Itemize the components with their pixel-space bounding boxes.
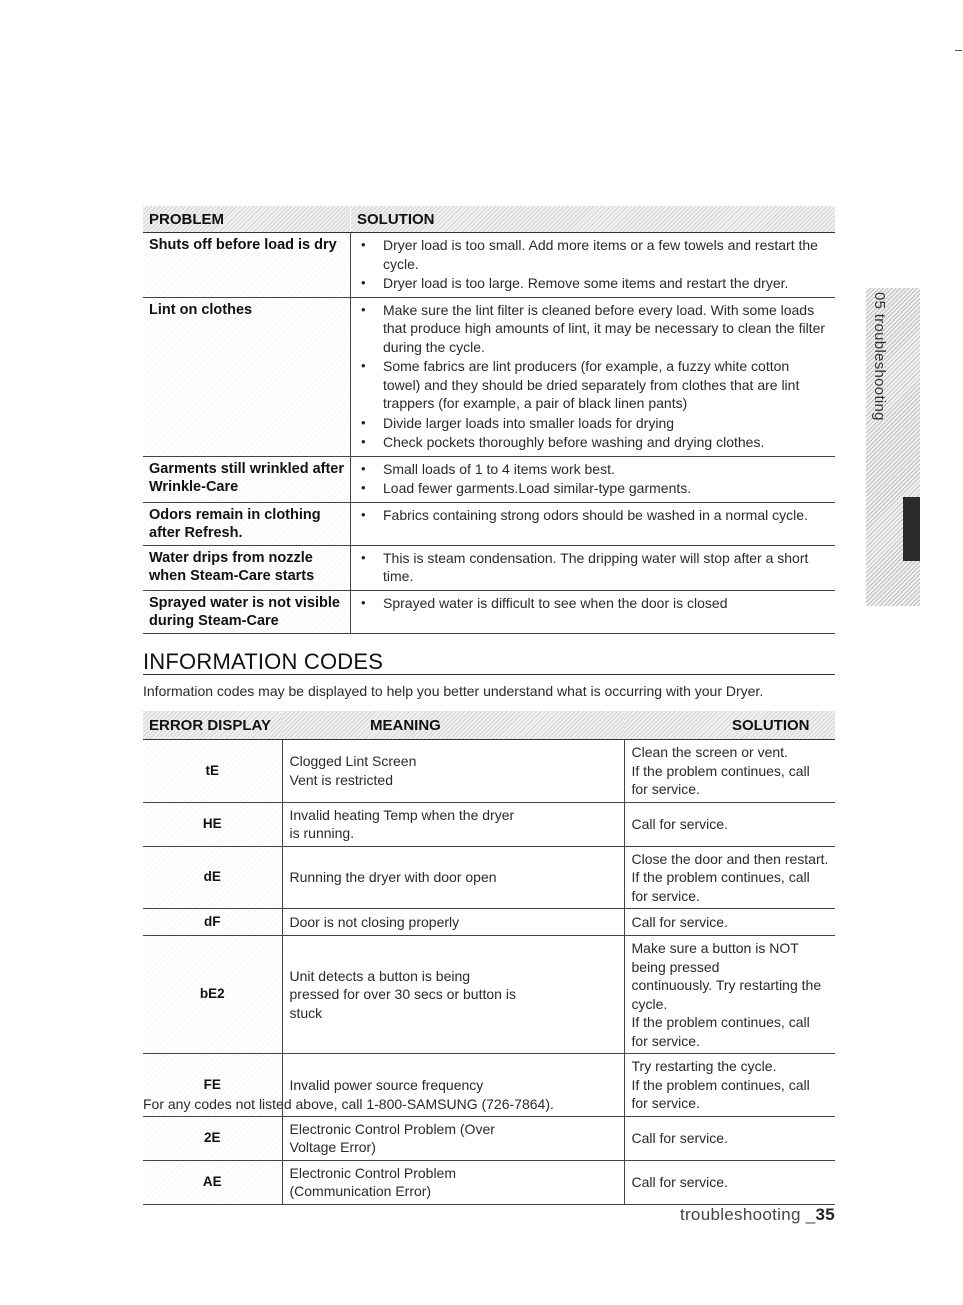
code-solution-text: Call for service. (631, 913, 728, 930)
meaning-text: Clogged Lint Screen (289, 753, 417, 770)
problem-text: when Steam-Care starts (149, 567, 315, 584)
solution-list (359, 506, 829, 525)
code-row (143, 936, 835, 1054)
meaning-header: MEANING (282, 711, 624, 740)
error-code: FE (143, 1054, 282, 1117)
error-code: 2E (143, 1116, 282, 1160)
solution-list (359, 594, 829, 613)
error-code: HE (143, 802, 282, 846)
code-solution-text: Call for service. (631, 815, 728, 832)
problem-text: Wrinkle-Care (149, 478, 239, 495)
troubleshooting-row (143, 297, 835, 456)
chapter-tab-label: 05 troubleshooting (871, 292, 888, 421)
solution-item: • Small loads of 1 to 4 items work best. (383, 460, 829, 479)
solution-item: • Fabrics containing strong odors should be washed in a normal cycle. (383, 506, 829, 525)
error-code: dF (143, 909, 282, 936)
solution-item: • Dryer load is too small. Add more items or a few towels and restart the cycle. (383, 236, 829, 273)
meaning-text: Electronic Control Problem (289, 1164, 457, 1181)
solution-item: • Divide larger loads into smaller loads for drying (383, 414, 829, 433)
troubleshooting-row (143, 502, 835, 545)
code-solution-header: SOLUTION (624, 711, 835, 740)
solution-item: • Load fewer garments.Load similar-type garments. (383, 479, 829, 498)
meaning-cell (282, 846, 624, 909)
code-row (143, 1116, 835, 1160)
meaning-text: Door is not closing properly (289, 913, 460, 930)
troubleshooting-row (143, 545, 835, 590)
meaning-text: stuck (289, 1004, 323, 1021)
code-solution-text: If the problem continues, call for service. (631, 762, 810, 797)
troubleshooting-row (143, 233, 835, 298)
solution-cell (351, 502, 836, 545)
code-solution-cell (624, 1160, 835, 1204)
solution-cell (351, 456, 836, 502)
problem-cell (143, 233, 351, 298)
code-solution-text: Clean the screen or vent. (631, 744, 788, 760)
problem-cell (143, 502, 351, 545)
solution-item: • Some fabrics are lint producers (for example, a fuzzy white cotton towel) and they should be dried separately from clothes that are lint trappers (for example, a pair of black linen pants) (383, 357, 829, 413)
information-codes-title: INFORMATION CODES (143, 649, 384, 674)
code-solution-cell (624, 909, 835, 936)
code-solution-cell (624, 1054, 835, 1117)
solution-list (359, 236, 829, 293)
code-solution-cell (624, 802, 835, 846)
meaning-text: (Communication Error) (289, 1183, 432, 1199)
troubleshooting-header-row (143, 206, 835, 233)
footer-section-label: troubleshooting _ (679, 1205, 816, 1224)
code-row (143, 1160, 835, 1204)
solution-header: SOLUTION (351, 206, 836, 233)
code-row (143, 802, 835, 846)
meaning-cell (282, 909, 624, 936)
meaning-text: Running the dryer with door open (289, 869, 497, 885)
problem-text: Sprayed water is not visible (149, 594, 340, 611)
problem-header: PROBLEM (143, 206, 351, 233)
troubleshooting-row (143, 590, 835, 633)
solution-item: • Make sure the lint filter is cleaned before every load. With some loads that produce high amounts of lint, it may be necessary to clean the filter during the cycle. (383, 301, 829, 357)
meaning-text: Vent is restricted (289, 771, 393, 788)
problem-cell (143, 545, 351, 590)
solution-item: • Dryer load is too large. Remove some items and restart the dryer. (383, 274, 829, 293)
code-solution-text: continuously. Try restarting the cycle. (631, 977, 822, 1012)
problem-cell (143, 456, 351, 502)
troubleshooting-row (143, 456, 835, 502)
solution-list (359, 301, 829, 452)
meaning-text: pressed for over 30 secs or button is (289, 986, 516, 1003)
codes-header-row (143, 711, 835, 740)
error-display-header: ERROR DISPLAY (143, 711, 282, 740)
error-code: bE2 (143, 936, 282, 1054)
section-divider (143, 674, 835, 675)
page-footer (680, 1205, 835, 1225)
meaning-cell (282, 802, 624, 846)
problem-cell (143, 590, 351, 633)
solution-item: • Sprayed water is difficult to see when the door is closed (383, 594, 829, 613)
information-codes-intro: Information codes may be displayed to help you better understand what is occurring with your Dryer. (143, 683, 764, 699)
solution-list (359, 460, 829, 498)
solution-item: • Check pockets thoroughly before washing and drying clothes. (383, 433, 829, 452)
meaning-cell (282, 936, 624, 1054)
solution-item: • This is steam condensation. The dripping water will stop after a short time. (383, 549, 829, 586)
meaning-cell (282, 1160, 624, 1204)
crop-mark (955, 50, 962, 51)
code-solution-text: Try restarting the cycle. (631, 1058, 777, 1074)
meaning-text: Unit detects a button is being (289, 967, 471, 984)
meaning-text: Invalid heating Temp when the dryer (289, 806, 515, 823)
meaning-text: is running. (289, 825, 355, 841)
codes-footnote: For any codes not listed above, call 1-800-SAMSUNG (726-7864). (143, 1096, 554, 1112)
code-solution-text: Call for service. (631, 1129, 728, 1146)
problem-text: Water drips from nozzle (149, 549, 313, 566)
solution-cell (351, 590, 836, 633)
problem-text: after Refresh. (149, 524, 243, 541)
meaning-cell (282, 1116, 624, 1160)
problem-text: during Steam-Care (149, 612, 279, 629)
problem-text: Odors remain in clothing (149, 506, 321, 523)
code-row (143, 909, 835, 936)
code-solution-text: If the problem continues, call for service. (631, 869, 810, 904)
meaning-text: Electronic Control Problem (Over (289, 1120, 495, 1137)
meaning-cell (282, 740, 624, 803)
code-solution-cell (624, 1116, 835, 1160)
problem-text: Shuts off before load is dry (149, 237, 337, 253)
code-solution-text: Call for service. (631, 1173, 728, 1190)
error-code: dE (143, 846, 282, 909)
code-solution-text: Make sure a button is NOT being pressed (631, 940, 799, 975)
chapter-tab-marker (903, 497, 920, 561)
code-solution-cell (624, 846, 835, 909)
troubleshooting-table (143, 206, 835, 634)
solution-list (359, 549, 829, 586)
solution-cell (351, 297, 836, 456)
solution-cell (351, 233, 836, 298)
code-row (143, 846, 835, 909)
information-codes-table (143, 711, 835, 1205)
code-solution-text: If the problem continues, call for service. (631, 1014, 810, 1049)
error-code: AE (143, 1160, 282, 1204)
problem-text: Garments still wrinkled after (149, 460, 345, 477)
meaning-text: Invalid power source frequency (289, 1076, 484, 1093)
code-solution-cell (624, 740, 835, 803)
code-row (143, 740, 835, 803)
solution-cell (351, 545, 836, 590)
problem-cell (143, 297, 351, 456)
error-code: tE (143, 740, 282, 803)
problem-text: Lint on clothes (149, 301, 253, 318)
meaning-text: Voltage Error) (289, 1139, 376, 1155)
code-solution-text: Close the door and then restart. (631, 850, 829, 867)
code-solution-text: If the problem continues, call for service. (631, 1076, 810, 1111)
page-number: 35 (815, 1205, 835, 1224)
code-solution-cell (624, 936, 835, 1054)
